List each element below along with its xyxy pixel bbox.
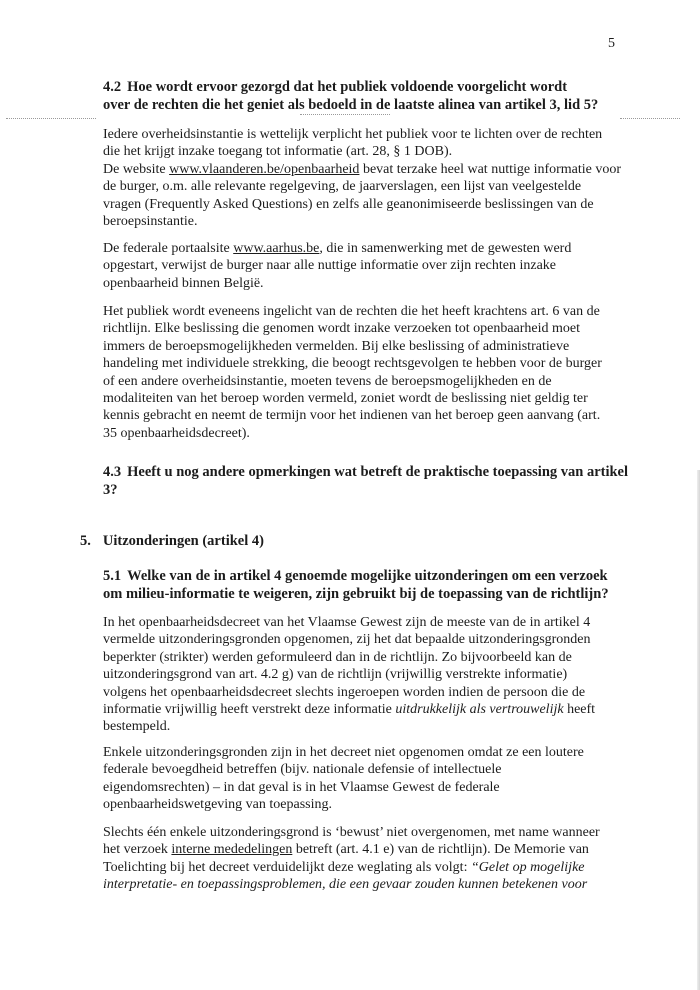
heading-line: om milieu-informatie te weigeren, zijn gebruikt bij de toepassing van de richtlijn? bbox=[103, 586, 609, 602]
italic-quote: “Gelet op mogelijke bbox=[470, 859, 585, 875]
text-line: de burger, o.m. alle relevante regelgeving, de jaarverslagen, een lijst van veelgestelde bbox=[103, 179, 582, 195]
text-line: federale bevoegdheid betreffen (bijv. nationale defensie of intellectuele bbox=[103, 762, 502, 778]
question-5-1-heading bbox=[103, 567, 623, 603]
heading-line bbox=[103, 463, 629, 481]
heading-line: 3? bbox=[103, 482, 118, 498]
text-line: die het krijgt inzake toegang tot informatie (art. 28, § 1 DOB). bbox=[103, 144, 453, 160]
text-line: Het publiek wordt eveneens ingelicht van de rechten die het heeft krachtens art. 6 van de bbox=[103, 304, 600, 319]
text-line: bestempeld. bbox=[103, 719, 171, 735]
text-line: eigendomsrechten) – in dat geval is in het Vlaamse Gewest de federale bbox=[103, 779, 500, 795]
website-link-aarhus[interactable]: www.aarhus.be bbox=[233, 241, 320, 256]
scan-artifact-line bbox=[6, 118, 96, 119]
paragraph-federal-portal bbox=[103, 240, 623, 292]
text-line: handeling met individuele strekking, die beoogt rechtsgevolgen te hebben voor de burger bbox=[103, 356, 602, 372]
text-fragment: , die in samenwerking met de gewesten werd bbox=[319, 241, 572, 256]
paragraph-information-obligation bbox=[103, 126, 623, 230]
text-line: opgestart, verwijst de burger naar alle nuttige informatie over zijn rechten inzake bbox=[103, 258, 557, 274]
text-line: kennis gebracht en neemt de termijn voor het indienen van het beroep geen aanvang (art. bbox=[103, 408, 601, 424]
italic-emphasis: uitdrukkelijk als vertrouwelijk bbox=[395, 702, 564, 718]
underlined-term: interne mededelingen bbox=[171, 842, 293, 858]
text-fragment: De website bbox=[103, 161, 170, 177]
text-line bbox=[103, 240, 623, 257]
text-line: vragen (Frequently Asked Questions) en zelfs alle geanonimiseerde beslissingen van de bbox=[103, 196, 594, 212]
section-5-heading bbox=[80, 533, 264, 550]
text-line: volgens het openbaarheidsdecreet slechts ingeroepen worden indien de persoon die de bbox=[103, 684, 586, 700]
text-line bbox=[103, 161, 623, 178]
question-number: 4.2 bbox=[103, 79, 122, 95]
text-line: modaliteiten van het beroep worden vermeld, zoniet wordt de beslissing niet geldig ter bbox=[103, 391, 588, 407]
paragraph-appeal-rights bbox=[103, 303, 623, 442]
question-number: 5.1 bbox=[103, 568, 122, 584]
section-number: 5. bbox=[80, 533, 91, 549]
text-fragment: bevat terzake heel wat nuttige informatie voor bbox=[359, 161, 622, 177]
scan-artifact-line bbox=[620, 118, 680, 119]
heading-line bbox=[103, 78, 623, 96]
scan-artifact-line bbox=[300, 114, 390, 115]
paragraph-exceptions-decree bbox=[103, 614, 623, 736]
question-number: 4.3 bbox=[103, 464, 122, 480]
text-fragment: De federale portaalsite bbox=[103, 241, 234, 256]
website-link-vlaanderen[interactable]: www.vlaanderen.be/openbaarheid bbox=[169, 161, 360, 177]
text-line: richtlijn. Elke beslissing die genomen wordt inzake verzoeken tot openbaarheid moet bbox=[103, 321, 581, 337]
text-line: In het openbaarheidsdecreet van het Vlaamse Gewest zijn de meeste van de in artikel 4 bbox=[103, 615, 591, 630]
text-line: Iedere overheidsinstantie is wettelijk verplicht het publiek voor te lichten over de rechten bbox=[103, 127, 603, 142]
heading-text: Heeft u nog andere opmerkingen wat betreft de praktische toepassing van artikel bbox=[127, 464, 629, 480]
heading-text: Welke van de in artikel 4 genoemde mogelijke uitzonderingen om een verzoek bbox=[127, 568, 608, 584]
heading-line bbox=[103, 567, 623, 585]
text-line: beperkter (strikter) werden geformuleerd dan in de richtlijn. Zo bijvoorbeeld kan de bbox=[103, 649, 572, 665]
text-line: Enkele uitzonderingsgronden zijn in het decreet niet opgenomen omdat ze een loutere bbox=[103, 745, 584, 760]
paragraph-federal-competence bbox=[103, 744, 623, 814]
text-line: Slechts één enkele uitzonderingsgrond is ‘bewust’ niet overgenomen, met name wanneer bbox=[103, 825, 600, 840]
question-4-2-heading bbox=[103, 78, 623, 114]
text-fragment: betreft (art. 4.1 e) van de richtlijn). De Memorie van bbox=[292, 842, 589, 858]
text-line: immers de beroepsmogelijkheden vermelden. Bij elke beslissing of administratieve bbox=[103, 338, 570, 354]
text-line: interpretatie- en toepassingsproblemen, die een gevaar zouden kunnen betekenen voor bbox=[103, 877, 588, 893]
text-line: openbaarheidswetgeving van toepassing. bbox=[103, 797, 332, 813]
text-fragment: heeft bbox=[563, 702, 596, 718]
text-line bbox=[103, 841, 623, 858]
text-line: openbaarheid binnen België. bbox=[103, 275, 264, 291]
text-fragment: het verzoek bbox=[103, 842, 172, 858]
text-fragment: Toelichting bij het decreet verduidelijkt deze weglating als volgt: bbox=[103, 859, 471, 875]
section-title: Uitzonderingen (artikel 4) bbox=[102, 533, 264, 549]
text-line bbox=[103, 859, 623, 876]
paragraph-internal-communications bbox=[103, 824, 623, 894]
text-line bbox=[103, 701, 623, 718]
heading-line: over de rechten die het geniet als bedoeld in de laatste alinea van artikel 3, lid 5? bbox=[103, 97, 599, 113]
text-line: uitzonderingsgrond van art. 4.2 g) van de richtlijn (vrijwillig verstrekte informatie) bbox=[103, 667, 568, 683]
page-number: 5 bbox=[608, 36, 615, 51]
text-line: beroepsinstantie. bbox=[103, 214, 198, 230]
text-fragment: informatie vrijwillig heeft verstrekt deze informatie bbox=[103, 702, 396, 718]
text-line: 35 openbaarheidsdecreet). bbox=[103, 425, 250, 441]
text-line: vermelde uitzonderingsgronden opgenomen, zij het dat bepaalde uitzonderingsgronden bbox=[103, 632, 591, 648]
heading-text: Hoe wordt ervoor gezorgd dat het publiek voldoende voorgelicht wordt bbox=[127, 79, 568, 95]
question-4-3-heading bbox=[103, 463, 629, 499]
text-line: of een andere overheidsinstantie, moeten tevens de beroepsmogelijkheden en de bbox=[103, 373, 552, 389]
